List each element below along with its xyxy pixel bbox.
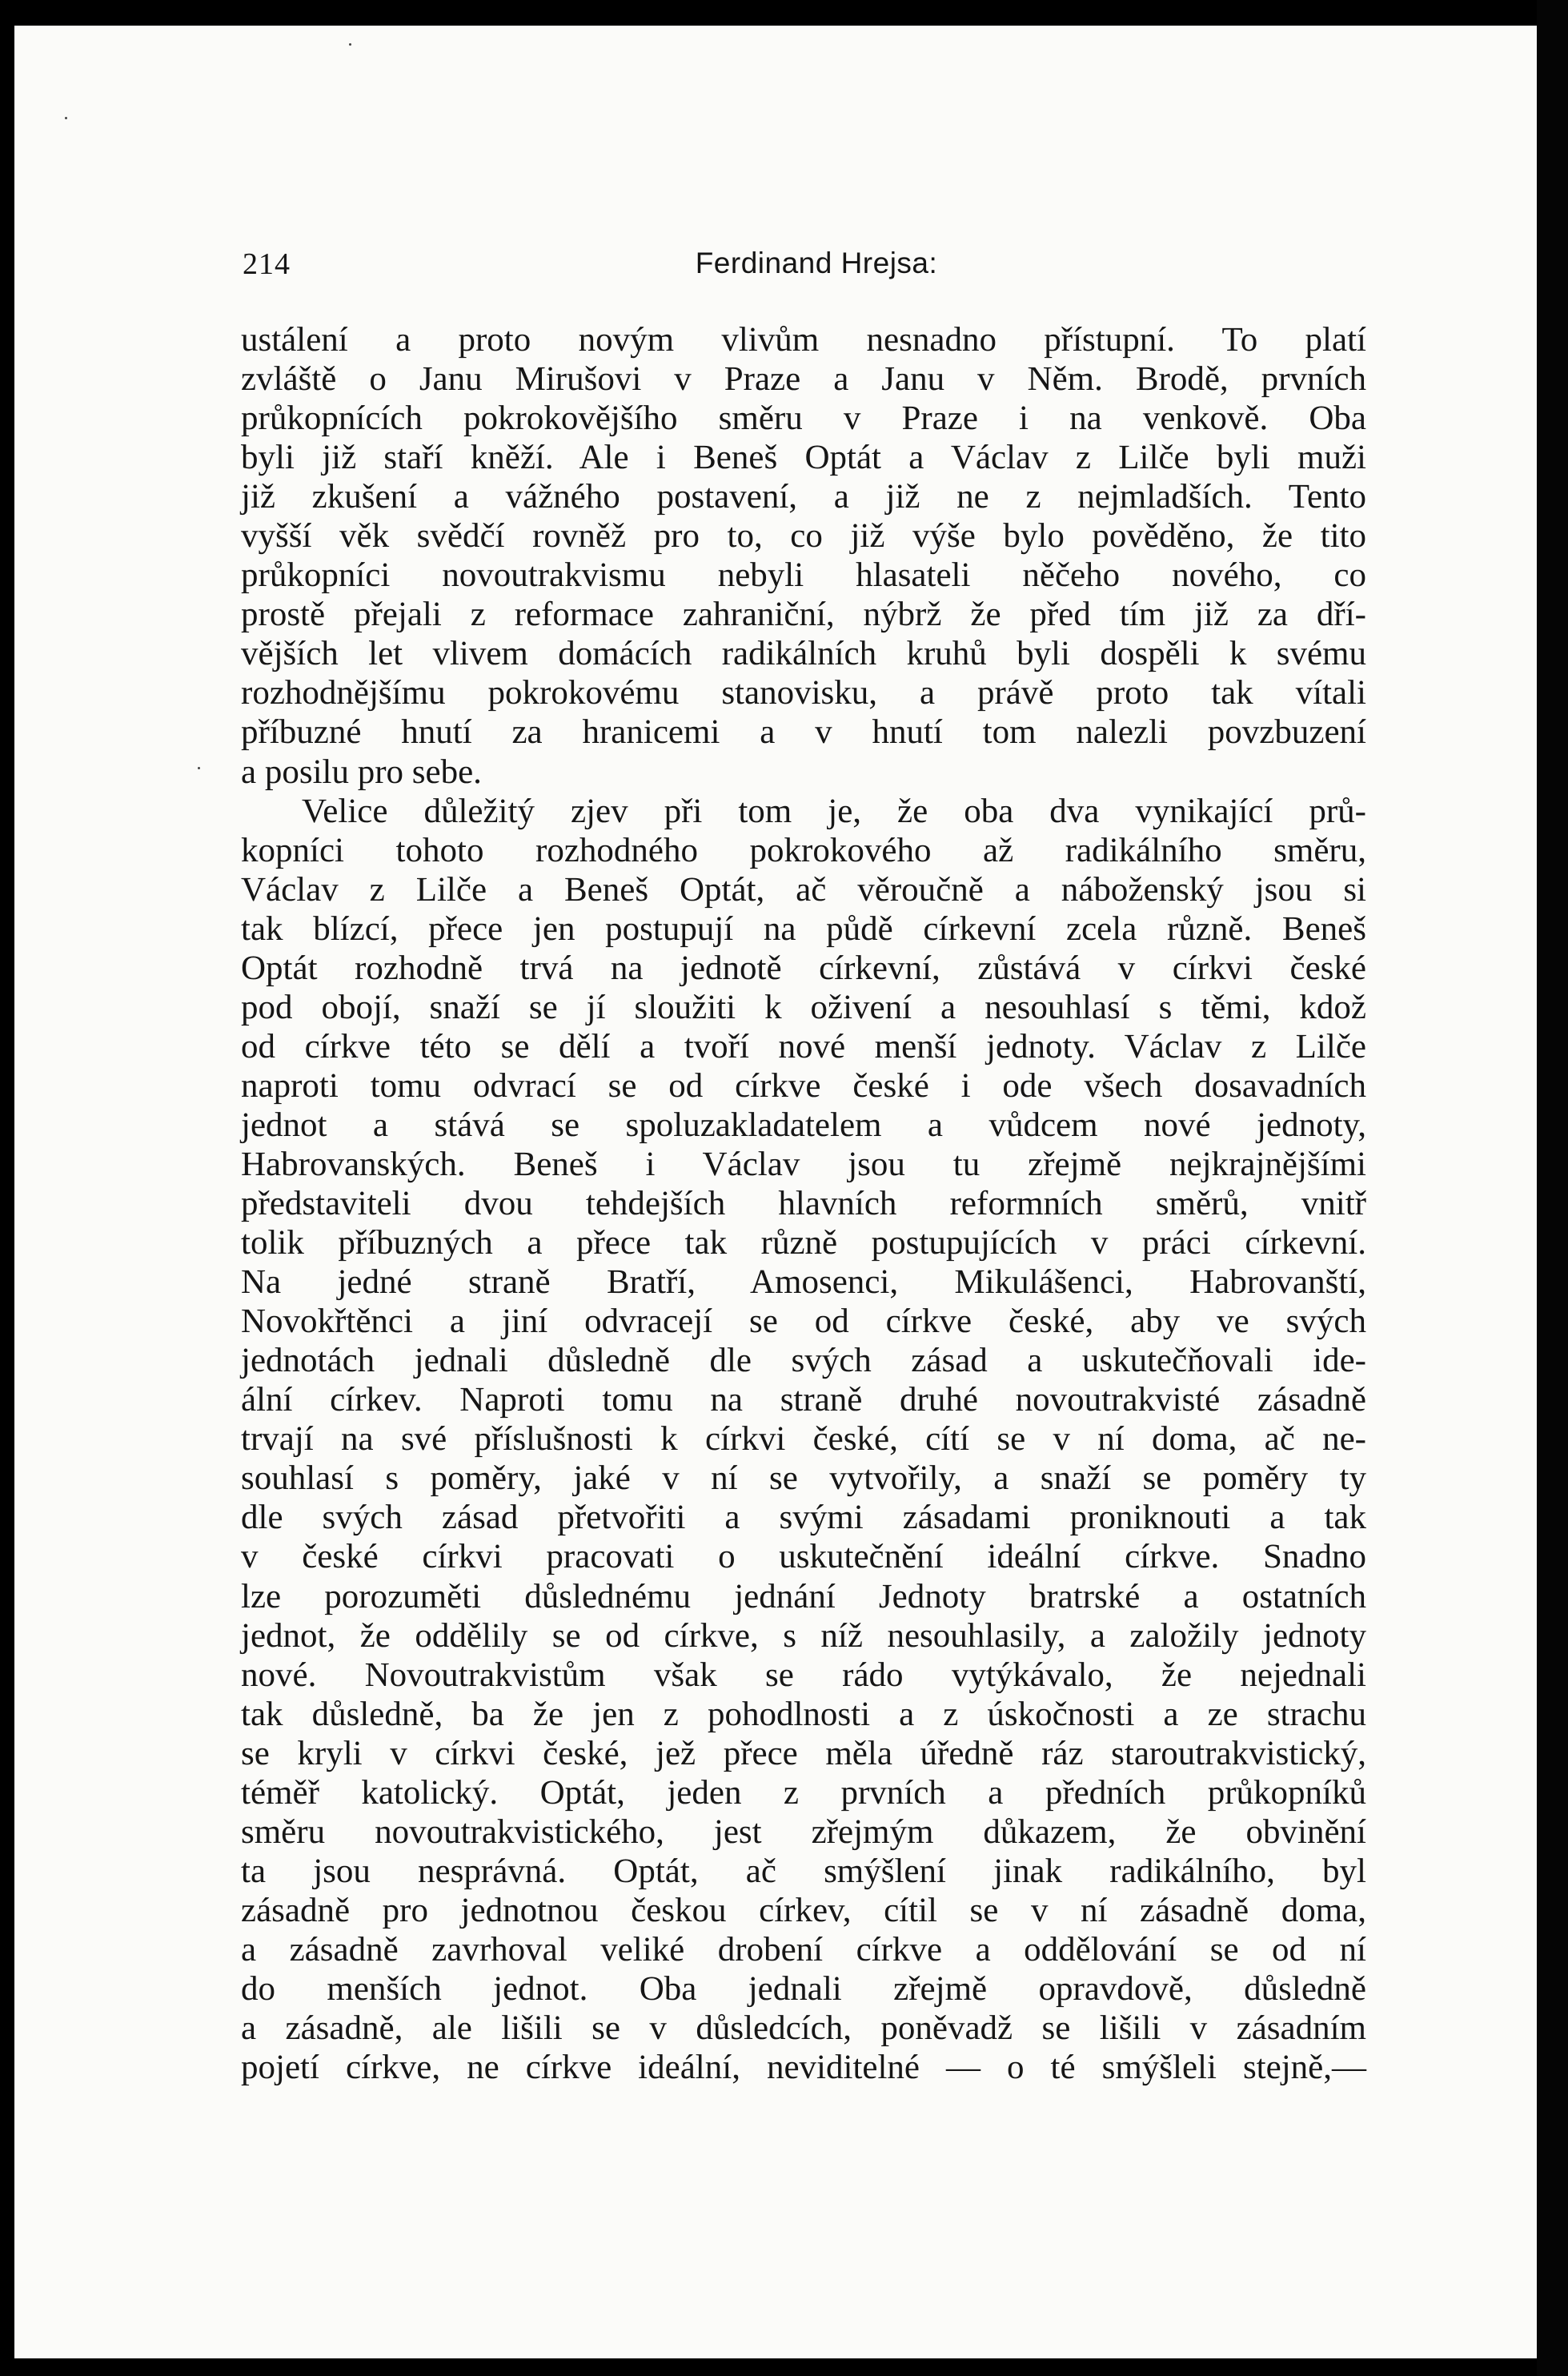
text-line: Novokřtěnci a jiní odvracejí se od církve české, aby ve svých xyxy=(241,1302,1366,1341)
text-line: již zkušení a vážného postavení, a již ne z nejmladších. Tento xyxy=(241,478,1366,516)
paragraph-first-line: Velice důležitý zjev při tom je, že oba dva vynikající prů- xyxy=(302,792,1366,830)
running-head: Ferdinand Hrejsa: xyxy=(695,247,938,279)
text-line: jednotách jednali důsledně dle svých zásad a uskutečňovali ide- xyxy=(241,1342,1366,1380)
text-line: jednot a stává se spoluzakladatelem a vůdcem nové jednoty, xyxy=(241,1106,1366,1144)
text-line: trvají na své příslušnosti k církvi české, cítí se v ní doma, ač ne- xyxy=(241,1420,1366,1459)
text-line: kopníci tohoto rozhodného pokrokového až radikálního směru, xyxy=(241,831,1366,869)
text-line: rozhodnějšímu pokrokovému stanovisku, a právě proto tak vítali xyxy=(241,674,1366,712)
text-line: byli již staří kněží. Ale i Beneš Optát a Václav z Lilče byli muži xyxy=(241,439,1366,477)
scan-speck xyxy=(65,117,67,119)
text-line: a zásadně zavrhoval veliké drobení církve a oddělování se od ní xyxy=(241,1930,1366,1969)
text-line: Václav z Lilče a Beneš Optát, ač věroučně a náboženský jsou si xyxy=(241,870,1366,909)
text-line: tolik příbuzných a přece tak různě postupujících v práci církevní. xyxy=(241,1224,1366,1262)
text-line: tak důsledně, ba že jen z pohodlnosti a z úskočnosti a ze strachu xyxy=(241,1695,1366,1733)
text-line: průkopnících pokrokovějšího směru v Praze i na venkově. Oba xyxy=(241,399,1366,438)
text-line: zásadně pro jednotnou českou církev, cítil se v ní zásadně doma, xyxy=(241,1891,1366,1929)
text-line: od církve této se dělí a tvoří nové menší jednoty. Václav z Lilče xyxy=(241,1027,1366,1066)
text-line: se kryli v církvi české, jež přece měla úředně ráz staroutrakvistický, xyxy=(241,1734,1366,1772)
scan-speck xyxy=(198,767,200,769)
text-line: představiteli dvou tehdejších hlavních reformních směrů, vnitř xyxy=(241,1185,1366,1223)
text-line: průkopníci novoutrakvismu nebyli hlasateli něčeho nového, co xyxy=(241,556,1366,595)
text-line: tak blízcí, přece jen postupují na půdě církevní zcela různě. Beneš xyxy=(241,909,1366,948)
text-line: Habrovanských. Beneš i Václav jsou tu zřejmě nejkrajnějšími xyxy=(241,1145,1366,1183)
text-line: zvláště o Janu Mirušovi v Praze a Janu v Něm. Brodě, prvních xyxy=(241,360,1366,399)
text-line: lze porozuměti důslednému jednání Jednoty bratrské a ostatních xyxy=(241,1577,1366,1615)
text-line: Na jedné straně Bratří, Amosenci, Mikulášenci, Habrovanští, xyxy=(241,1263,1366,1302)
right-dark-border xyxy=(1537,0,1568,2376)
text-line: vějších let vlivem domácích radikálních kruhů byli dospěli k svému xyxy=(241,635,1366,673)
page-header xyxy=(243,247,1366,287)
text-line: Optát rozhodně trvá na jednotě církevní, zůstává v církvi české xyxy=(241,949,1366,987)
text-line: směru novoutrakvistického, jest zřejmým důkazem, že obvinění xyxy=(241,1812,1366,1851)
body-text xyxy=(241,320,1366,2290)
text-line: prostě přejali z reformace zahraniční, nýbrž že před tím již za dří- xyxy=(241,596,1366,634)
text-line: do menších jednot. Oba jednali zřejmě opravdově, důsledně xyxy=(241,1969,1366,2008)
text-line: téměř katolický. Optát, jeden z prvních a předních průkopníků xyxy=(241,1773,1366,1812)
text-line: příbuzné hnutí za hranicemi a v hnutí tom nalezli povzbuzení xyxy=(241,713,1366,752)
page-number: 214 xyxy=(243,247,291,281)
text-line: ální církev. Naproti tomu na straně druhé novoutrakvisté zásadně xyxy=(241,1381,1366,1419)
text-line: ustálení a proto novým vlivům nesnadno přístupní. To platí xyxy=(241,321,1366,359)
text-line: souhlasí s poměry, jaké v ní se vytvořily, a snaží se poměry ty xyxy=(241,1459,1366,1498)
text-line: a zásadně, ale lišili se v důsledcích, poněvadž se lišili v zásadním xyxy=(241,2009,1366,2048)
paragraph-last-line: a posilu pro sebe. xyxy=(241,753,482,791)
text-line: dle svých zásad přetvořiti a svými zásadami proniknouti a tak xyxy=(241,1499,1366,1537)
text-line: v české církvi pracovati o uskutečnění ideální církve. Snadno xyxy=(241,1538,1366,1576)
text-line: jednot, že oddělily se od církve, s níž nesouhlasily, a založily jednoty xyxy=(241,1616,1366,1655)
text-line: vyšší věk svědčí rovněž pro to, co již výše bylo pověděno, že tito xyxy=(241,517,1366,556)
text-line: ta jsou nesprávná. Optát, ač smýšlení jinak radikálního, byl xyxy=(241,1852,1366,1890)
text-line: pojetí církve, ne církve ideální, neviditelné — o té smýšleli stejně,— xyxy=(241,2049,1366,2087)
text-line: pod obojí, snaží se jí sloužiti k oživení a nesouhlasí s těmi, kdož xyxy=(241,988,1366,1026)
scan-speck xyxy=(349,43,351,46)
text-line: nové. Novoutrakvistům však se rádo vytýkávalo, že nejednali xyxy=(241,1656,1366,1694)
text-line: naproti tomu odvrací se od církve české i ode všech dosavadních xyxy=(241,1066,1366,1105)
